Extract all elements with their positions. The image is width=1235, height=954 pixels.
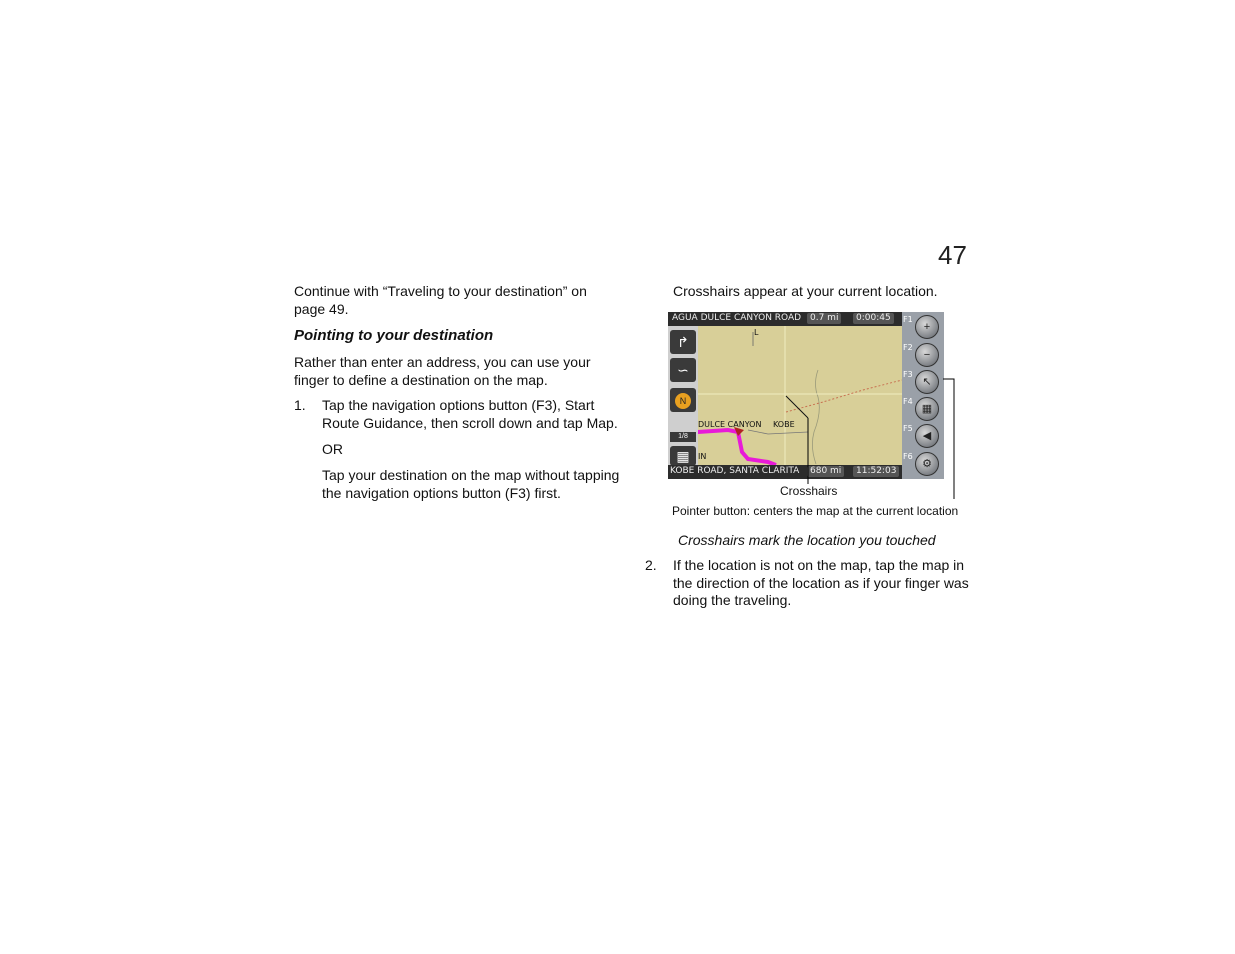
zoom-out-icon[interactable]: − bbox=[915, 343, 939, 367]
section-heading: Pointing to your destination bbox=[294, 327, 494, 344]
grid-icon[interactable]: ▦ bbox=[915, 397, 939, 421]
alternative-step-text: Tap your destination on the map without tapping the navigation options button (F3) first. bbox=[322, 467, 620, 501]
map-label-in: IN bbox=[698, 452, 707, 461]
page-number: 47 bbox=[938, 240, 967, 270]
intro-paragraph: Rather than enter an address, you can use your finger to define a destination on the map. bbox=[294, 354, 591, 388]
fkey-label-f1: F1 bbox=[903, 315, 913, 324]
menu-icon[interactable]: ▦ bbox=[670, 446, 696, 466]
map-scale: 1/8 bbox=[670, 432, 696, 442]
map-label-kobe: KOBE bbox=[773, 420, 795, 429]
turn-arrow-icon[interactable]: ↱ bbox=[670, 330, 696, 354]
callout-pointer-button: Pointer button: centers the map at the current location bbox=[672, 504, 959, 518]
crosshairs-paragraph: Crosshairs appear at your current location. bbox=[673, 283, 938, 299]
top-time: 0:00:45 bbox=[853, 313, 894, 324]
fkey-label-f5: F5 bbox=[903, 424, 913, 433]
fkey-label-f3: F3 bbox=[903, 370, 913, 379]
step-1-text: Tap the navigation options button (F3), Start Route Guidance, then scroll down and tap Map. bbox=[322, 397, 618, 431]
compass-icon[interactable]: N bbox=[670, 388, 696, 412]
map-label-l: L bbox=[754, 328, 759, 337]
step-2-number: 2. bbox=[645, 557, 657, 573]
bottom-time: 11:52:03 bbox=[853, 466, 899, 477]
settings-icon[interactable]: ⚙ bbox=[915, 452, 939, 476]
map-label-road: DULCE CANYON bbox=[698, 420, 762, 429]
or-text: OR bbox=[322, 441, 343, 457]
bottom-road-name: KOBE ROAD, SANTA CLARITA bbox=[670, 466, 800, 476]
top-road-name: AGUA DULCE CANYON ROAD bbox=[672, 313, 802, 323]
step-2-text: If the location is not on the map, tap the map in the direction of the location as if your finger was doing the traveling. bbox=[673, 557, 969, 608]
zoom-in-icon[interactable]: + bbox=[915, 315, 939, 339]
fkey-label-f4: F4 bbox=[903, 397, 913, 406]
voice-icon[interactable]: ◀ bbox=[915, 424, 939, 448]
top-distance: 0.7 mi bbox=[807, 313, 841, 324]
fkey-label-f2: F2 bbox=[903, 343, 913, 352]
fkey-label-f6: F6 bbox=[903, 452, 913, 461]
callout-crosshairs: Crosshairs bbox=[780, 484, 838, 498]
route-icon[interactable]: ∽ bbox=[670, 358, 696, 382]
bottom-distance: 680 mi bbox=[807, 466, 844, 477]
pointer-callout-line bbox=[943, 379, 954, 499]
continue-paragraph: Continue with “Traveling to your destination” on page 49. bbox=[294, 283, 587, 317]
figure-caption: Crosshairs mark the location you touched bbox=[678, 532, 936, 548]
pointer-icon[interactable]: ↖ bbox=[915, 370, 939, 394]
step-1-number: 1. bbox=[294, 397, 306, 413]
